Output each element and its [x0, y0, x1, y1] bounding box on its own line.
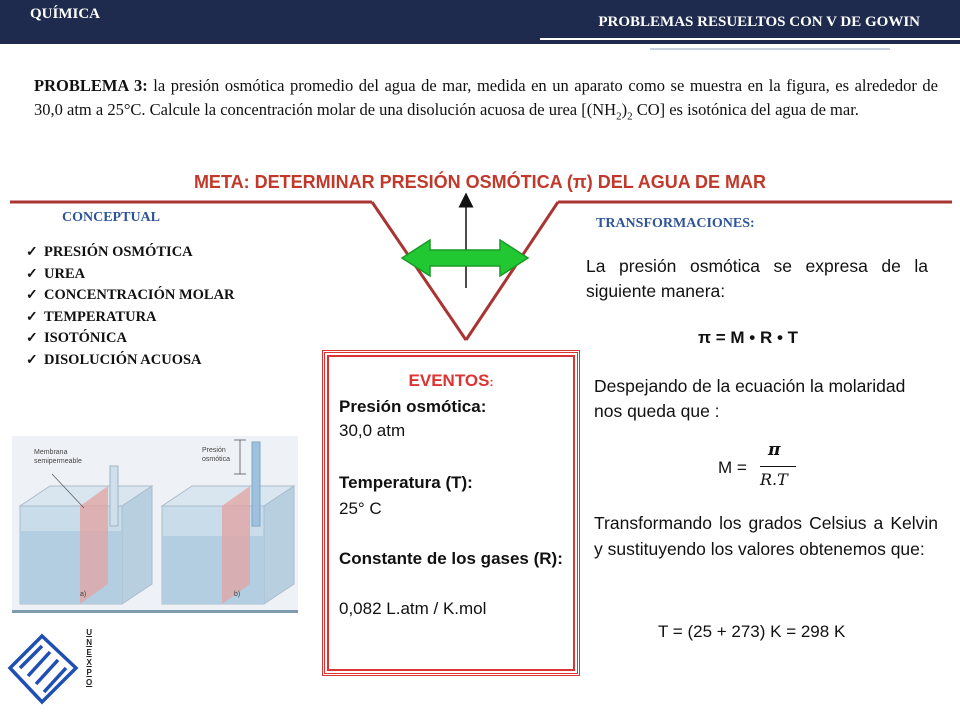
temperature-label: Temperatura (T):: [339, 473, 473, 492]
events-title-text: EVENTOS: [408, 371, 490, 390]
unexpo-letters: [86, 628, 92, 688]
list-item-label: TEMPERATURA: [44, 308, 157, 325]
problem-text: la presión osmótica promedio del agua de mar, medida en un aparato como se muestra en la figura, es alrededor de 30,0 atm a 25°C. Calcule la concentración molar de una disolución acuosa de urea [(NH: [34, 76, 938, 119]
clear-molarity-text: Despejando de la ecuación la molaridad nos queda que :: [594, 376, 906, 421]
unexpo-logo-icon: [4, 630, 82, 710]
check-icon: ✓: [26, 245, 38, 261]
list-item-label: CONCENTRACIÓN MOLAR: [44, 287, 235, 304]
list-item-label: UREA: [44, 265, 86, 282]
logo-letter: X: [86, 658, 92, 667]
page-title: PROBLEMAS RESUELTOS CON V DE GOWIN: [598, 14, 920, 30]
osmosis-apparatus-image: [12, 436, 298, 610]
logo-letter: O: [86, 678, 93, 687]
m-numerator: π: [768, 440, 781, 460]
list-item: [26, 264, 235, 286]
transformations-label: TRANSFORMACIONES:: [596, 216, 755, 231]
pressure-label: Presión: [202, 447, 226, 454]
membrane-shape: [80, 486, 108, 604]
osmotic-formula: π = M • R • T: [698, 328, 799, 347]
check-icon: ✓: [26, 309, 38, 325]
concept-list: [26, 242, 235, 371]
logo-letter: E: [86, 648, 92, 657]
transform-intro: La presión osmótica se expresa de la siguiente manera:: [586, 256, 928, 301]
conceptual-label: CONCEPTUAL: [62, 210, 161, 225]
logo-letter: N: [86, 638, 92, 647]
list-item: [26, 242, 235, 264]
subject-title: QUÍMICA: [30, 6, 100, 22]
pressure-label: Presión osmótica:: [339, 397, 487, 416]
list-item-label: PRESIÓN OSMÓTICA: [44, 244, 193, 261]
v-left-arm: [372, 202, 466, 340]
list-item: [26, 307, 235, 329]
pressure-label: osmótica: [202, 456, 231, 463]
events-box: [322, 350, 580, 676]
caption-b: b): [234, 591, 241, 598]
problem-label: PROBLEMA 3:: [34, 76, 148, 95]
m-denominator: R.T: [760, 470, 788, 489]
list-item: [26, 350, 235, 372]
osmosis-figure: [12, 436, 298, 610]
list-item: [26, 328, 235, 350]
goal-heading: META: DETERMINAR PRESIÓN OSMÓTICA (π) DEL AGUA DE MAR: [193, 172, 767, 192]
temperature-formula: T = (25 + 273) K = 298 K: [658, 622, 846, 641]
pressure-value: 30,0 atm: [339, 421, 406, 440]
problem-text: CO] es isotónica del agua de mar.: [632, 100, 859, 119]
temperature-value: 25° C: [339, 499, 382, 518]
problem-text: ): [621, 100, 628, 119]
subscript: 2: [627, 110, 633, 123]
list-item-label: ISOTÓNICA: [44, 330, 127, 347]
list-item-label: DISOLUCIÓN ACUOSA: [44, 351, 202, 368]
figure-baseline: [12, 610, 298, 613]
m-prefix: M =: [718, 458, 747, 477]
check-icon: ✓: [26, 331, 38, 347]
membrane-label: semipermeable: [34, 458, 82, 465]
list-item: [26, 285, 235, 307]
events-title: [325, 371, 577, 391]
logo-letter: U: [86, 628, 92, 637]
check-icon: ✓: [26, 266, 38, 282]
gas-constant-label: Constante de los gases (R):: [339, 549, 563, 568]
subscript: 2: [616, 110, 622, 123]
celsius-text: Transformando los grados Celsius a Kelvin y sustituyendo los valores obtenemos que:: [594, 513, 938, 559]
double-arrow-icon: [402, 240, 528, 276]
events-title-colon: :: [489, 375, 494, 389]
membrane-label: Membrana: [34, 449, 68, 456]
check-icon: ✓: [26, 288, 38, 304]
logo-letter: P: [86, 668, 92, 677]
v-right-arm: [466, 202, 558, 340]
check-icon: ✓: [26, 352, 38, 368]
caption-a: a): [80, 591, 87, 598]
fraction-bar: [760, 466, 796, 467]
gas-constant-value: 0,082 L.atm / K.mol: [339, 599, 487, 618]
